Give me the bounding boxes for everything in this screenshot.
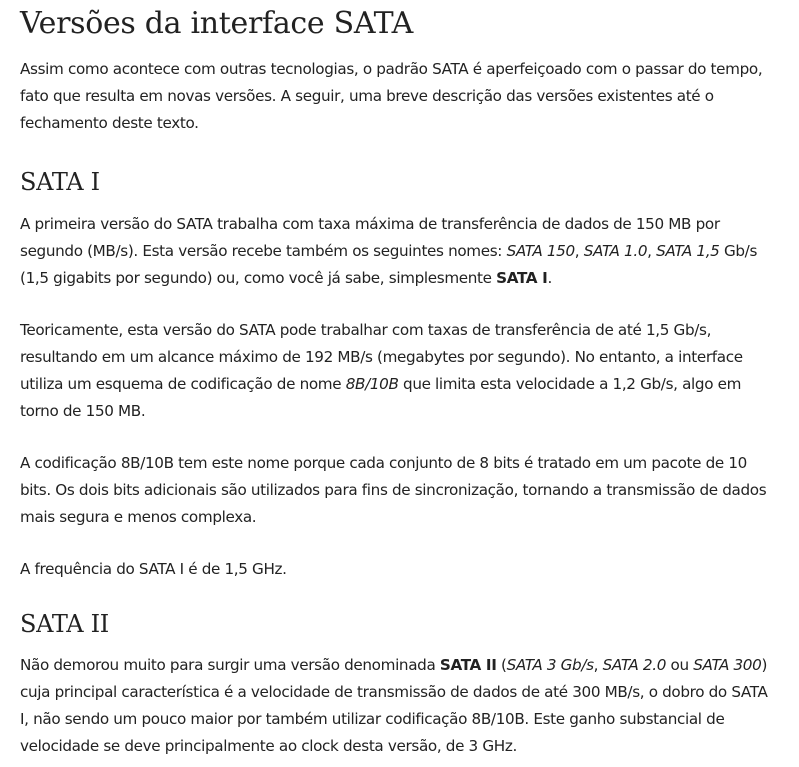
name-sata-150: SATA 150 — [506, 242, 575, 260]
heading-sata-2: SATA II — [20, 610, 109, 638]
sata2-paragraph-1: Não demorou muito para surgir uma versão denominada SATA II (SATA 3 Gb/s, SATA 2.0 ou SATA 300) cuja principal característica é a velocidade de transmissão de dados de até 300 MB/s, o dobro do SATA I, não sendo um pouco maior por também utilizar codificação 8B/10B. Este ganho substancial de velocidade se deve principalmente ao clock desta versão, de 3 GHz. — [20, 656, 768, 755]
name-sata-300: SATA 300 — [693, 656, 762, 674]
name-sata-ii: SATA II — [439, 656, 497, 674]
code-8b10b: 8B/10B — [345, 375, 399, 393]
name-sata-1-5: SATA 1,5 — [656, 242, 720, 260]
sata1-paragraph-4: A frequência do SATA I é de 1,5 GHz. — [20, 560, 287, 578]
name-sata-2-0: SATA 2.0 — [602, 656, 667, 674]
name-sata-3gbs: SATA 3 Gb/s — [506, 656, 594, 674]
sata1-paragraph-3: A codificação 8B/10B tem este nome porque cada conjunto de 8 bits é tratado em um pacote de 10 bits. Os dois bits adicionais são utilizados para fins de sincronização, tornando a transmissão de dados mais segura e menos complexa. — [20, 454, 767, 526]
page-title: Versões da interface SATA — [20, 6, 414, 41]
article — [20, 0, 780, 760]
name-sata-i: SATA I — [496, 269, 548, 287]
sata1-paragraph-2: Teoricamente, esta versão do SATA pode trabalhar com taxas de transferência de até 1,5 Gb/s, resultando em um alcance máximo de 192 MB/s (megabytes por segundo). No entanto, a interface utiliza um esquema de codificação de nome 8B/10B que limita esta velocidade a 1,2 Gb/s, algo em torno de 150 MB. — [20, 321, 743, 420]
sata1-paragraph-1: A primeira versão do SATA trabalha com taxa máxima de transferência de dados de 150 MB por segundo (MB/s). Esta versão recebe também os seguintes nomes: SATA 150, SATA 1.0, SATA 1,5 Gb/s (1,5 gigabits por segundo) ou, como você já sabe, simplesmente SATA I. — [20, 215, 758, 287]
name-sata-1-0: SATA 1.0 — [583, 242, 648, 260]
heading-sata-1: SATA I — [20, 168, 100, 196]
intro-paragraph: Assim como acontece com outras tecnologias, o padrão SATA é aperfeiçoado com o passar do tempo, fato que resulta em novas versões. A seguir, uma breve descrição das versões existentes até o fechamento deste texto. — [20, 60, 763, 132]
